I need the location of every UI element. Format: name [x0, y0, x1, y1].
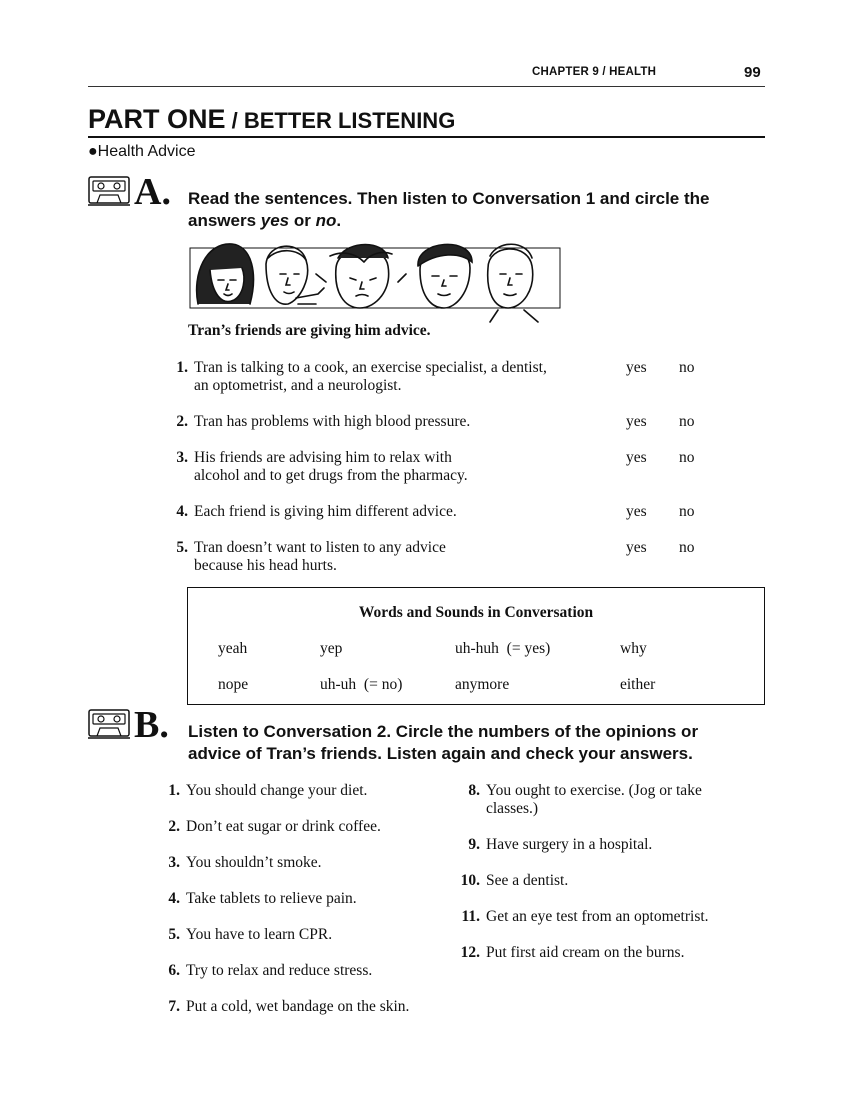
opinion-item[interactable] [158, 962, 372, 980]
answer-no[interactable]: no [679, 503, 695, 520]
item-text: Put first aid cream on the burns. [486, 944, 685, 961]
opinion-item[interactable] [454, 908, 709, 926]
cassette-icon [88, 176, 130, 206]
word: nope [218, 676, 249, 693]
item-number: 2. [168, 818, 180, 835]
answer-yes[interactable]: yes [626, 503, 647, 520]
answer-yes[interactable]: yes [626, 359, 647, 376]
answer-no[interactable]: no [679, 539, 695, 556]
item-line: an optometrist, and a neurologist. [194, 377, 402, 394]
opinion-item[interactable] [454, 944, 684, 962]
item-number: 4. [168, 890, 180, 907]
cassette-icon [88, 709, 130, 739]
opinion-item[interactable] [158, 998, 409, 1016]
answer-no[interactable]: no [679, 449, 695, 466]
item-line: Tran is talking to a cook, an exercise specialist, a dentist, [194, 359, 547, 376]
part-title [88, 104, 455, 135]
list-item [160, 503, 614, 521]
item-number: 9. [468, 836, 480, 853]
section-a-instruction [188, 188, 748, 232]
instruction-text: answers [188, 211, 261, 230]
opinion-item[interactable] [158, 890, 357, 908]
item-text: Don’t eat sugar or drink coffee. [186, 818, 381, 835]
item-text [194, 539, 614, 575]
section-b-instruction-line2: advice of Tran’s friends. Listen again and check your answers. [188, 744, 693, 763]
item-number: 3. [176, 449, 188, 466]
item-text [194, 449, 614, 485]
item-line: because his head hurts. [194, 557, 337, 574]
item-number: 7. [168, 998, 180, 1015]
running-head: CHAPTER 9 / HEALTH [532, 66, 657, 78]
item-number: 3. [168, 854, 180, 871]
words-box-title: Words and Sounds in Conversation [358, 604, 594, 621]
item-number: 4. [176, 503, 188, 520]
item-text: Take tablets to relieve pain. [186, 890, 357, 907]
section-b-instruction-line1: Listen to Conversation 2. Circle the numbers of the opinions or [188, 722, 699, 741]
item-text [194, 359, 614, 395]
opinion-item[interactable] [158, 854, 322, 872]
section-a-instruction-line2 [188, 210, 748, 232]
word: either [620, 676, 656, 693]
item-number: 2. [176, 413, 188, 430]
answer-no[interactable]: no [679, 359, 695, 376]
item-line: Each friend is giving him different advice. [194, 503, 457, 520]
section-a-instruction-line1: Read the sentences. Then listen to Conversation 1 and circle the [188, 189, 710, 208]
item-text [194, 503, 614, 521]
instruction-text: or [289, 211, 316, 230]
header-rule [88, 86, 765, 87]
answer-yes[interactable]: yes [626, 413, 647, 430]
instruction-text: . [336, 211, 342, 230]
item-text: Try to relax and reduce stress. [186, 962, 373, 979]
section-b-instruction [188, 721, 768, 765]
item-text: Have surgery in a hospital. [486, 836, 653, 853]
item-number: 12. [460, 944, 480, 961]
opinion-item[interactable] [158, 782, 367, 800]
item-number: 10. [460, 872, 480, 889]
answer-yes[interactable]: yes [626, 539, 647, 556]
item-number: 5. [176, 539, 188, 556]
section-heading: ●Health Advice [88, 143, 196, 160]
item-text: Get an eye test from an optometrist. [486, 908, 709, 925]
list-item [160, 359, 614, 395]
answer-no[interactable]: no [679, 413, 695, 430]
item-number: 11. [461, 908, 480, 925]
item-text: You shouldn’t smoke. [186, 854, 322, 871]
item-text: You have to learn CPR. [186, 926, 333, 943]
item-line: alcohol and to get drugs from the pharmacy. [194, 467, 468, 484]
item-number: 8. [468, 782, 480, 799]
item-number: 1. [168, 782, 180, 799]
item-text [194, 413, 614, 431]
section-b-letter: B. [134, 704, 169, 746]
list-item [160, 413, 614, 431]
item-line: classes.) [486, 800, 539, 817]
item-text: You should change your diet. [186, 782, 368, 799]
list-item [160, 539, 614, 575]
item-number: 1. [176, 359, 188, 376]
word: anymore [455, 676, 510, 693]
section-a-letter: A. [134, 171, 171, 213]
item-line: His friends are advising him to relax with [194, 449, 452, 466]
page-number: 99 [744, 64, 761, 81]
item-line: Tran doesn’t want to listen to any advice [194, 539, 446, 556]
instruction-yes: yes [260, 211, 290, 230]
part-title-main: PART ONE [88, 104, 226, 134]
word: yeah [218, 640, 248, 657]
item-text: Put a cold, wet bandage on the skin. [186, 998, 410, 1015]
item-text: See a dentist. [486, 872, 569, 889]
title-rule [88, 136, 765, 138]
item-text [486, 782, 702, 818]
answer-yes[interactable]: yes [626, 449, 647, 466]
opinion-item[interactable] [454, 872, 568, 890]
word: yep [320, 640, 343, 657]
item-number: 6. [168, 962, 180, 979]
item-line: You ought to exercise. (Jog or take [486, 782, 702, 799]
word: uh-huh (= yes) [455, 640, 551, 657]
illustration-caption: Tran’s friends are giving him advice. [188, 322, 431, 339]
opinion-item[interactable] [158, 818, 381, 836]
part-title-sub: / BETTER LISTENING [225, 108, 456, 133]
word: uh-uh (= no) [320, 676, 403, 693]
list-item [160, 449, 614, 485]
instruction-no: no [315, 211, 337, 230]
opinion-item[interactable] [158, 926, 332, 944]
opinion-item[interactable] [458, 836, 652, 854]
opinion-item[interactable] [458, 782, 702, 818]
item-line: Tran has problems with high blood pressure. [194, 413, 471, 430]
friends-illustration [188, 234, 566, 326]
words-and-sounds-box [187, 587, 765, 705]
word: why [620, 640, 647, 657]
item-number: 5. [168, 926, 180, 943]
